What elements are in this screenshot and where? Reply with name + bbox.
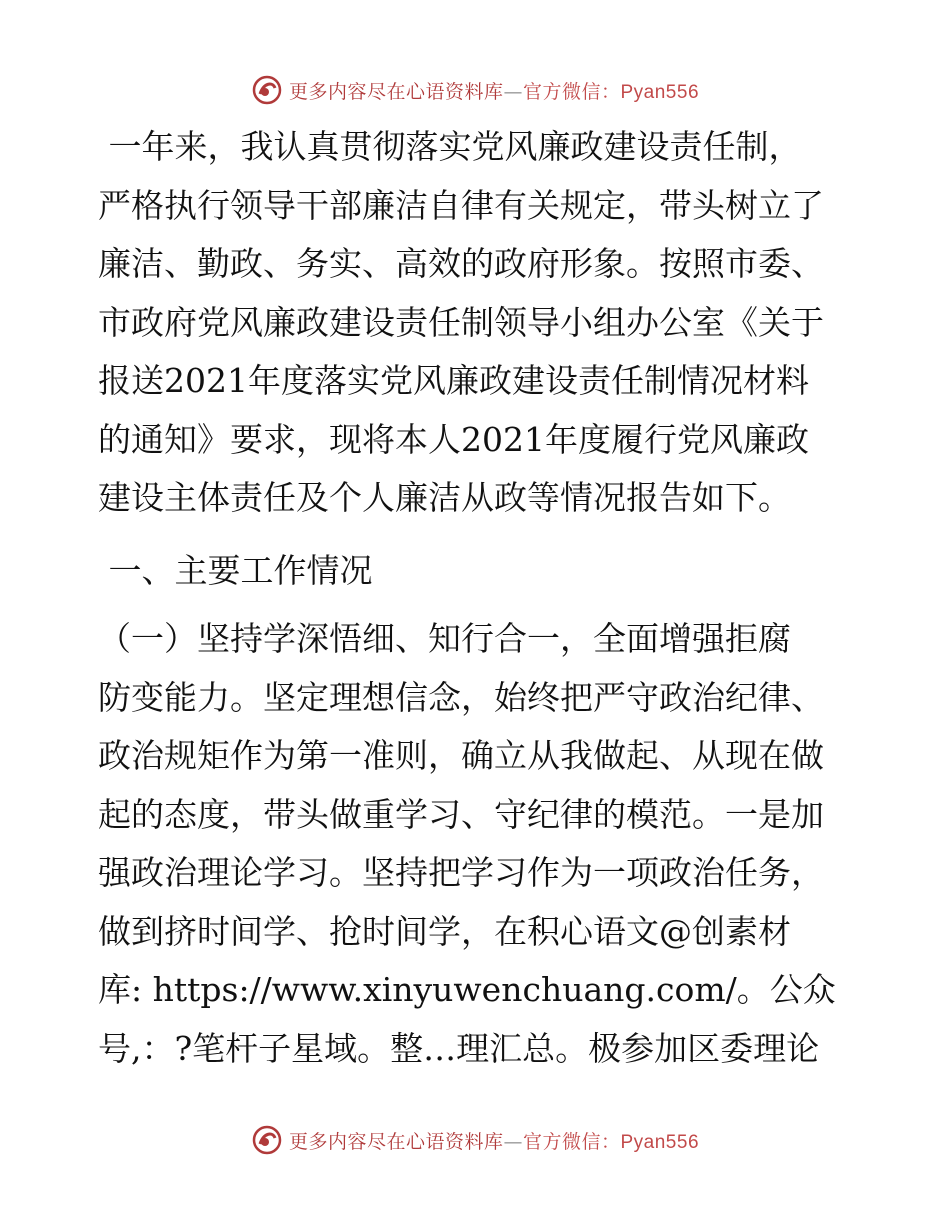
watermark-wechat-label: 官方微信： (522, 1130, 621, 1153)
logo-icon (251, 74, 283, 106)
watermark-wechat-id: Pyan556 (620, 81, 700, 103)
paragraph-line: 做到挤时间学、抢时间学，在积心语文@创素材 (98, 911, 791, 951)
paragraph-line: 政治规矩作为第一准则，确立从我做起、从现在做 (98, 736, 824, 775)
watermark-text (289, 77, 699, 104)
paragraph-line: （一）坚持学深悟细、知行合一，全面增强拒腐 (98, 619, 791, 658)
paragraph-line: 廉洁、勤政、务实、高效的政府形象。按照市委、 (98, 244, 824, 283)
watermark-wechat-id: Pyan556 (620, 1131, 700, 1153)
paragraph-line: 严格执行领导干部廉洁自律有关规定，带头树立了 (98, 185, 824, 225)
watermark-separator: — (503, 80, 523, 103)
paragraph-line: 号,：?笔杆子星域。整…理汇总。极参加区委理论 (98, 1028, 820, 1068)
document-body (98, 118, 858, 1078)
paragraph-line: 库: https://www.xinyuwenchuang.com/。公众 (98, 970, 836, 1009)
paragraph-line: 市政府党风廉政建设责任制领导小组办公室《关于 (98, 302, 824, 342)
watermark-separator: — (503, 1130, 523, 1153)
section-heading: 一、主要工作情况 (98, 550, 373, 590)
header-watermark (0, 70, 950, 110)
footer-watermark (0, 1120, 950, 1160)
paragraph-line: 防变能力。坚定理想信念，始终把严守政治纪律、 (98, 677, 824, 717)
paragraph-line: 强政治理论学习。坚持把学习作为一项政治任务， (98, 853, 824, 892)
logo-icon (251, 1124, 283, 1156)
paragraph-line: 建设主体责任及个人廉洁从政等情况报告如下。 (98, 478, 791, 517)
paragraph-line: 起的态度，带头做重学习、守纪律的模范。一是加 (98, 794, 824, 834)
paragraph-line: 一年来，我认真贯彻落实党风廉政建设责任制， (98, 127, 802, 166)
watermark-site-name: 更多内容尽在心语资料库 (288, 1130, 504, 1153)
watermark-site-name: 更多内容尽在心语资料库 (288, 80, 504, 103)
paragraph-line: 报送2021年度落实党风廉政建设责任制情况材料 (98, 361, 809, 400)
watermark-text (289, 1127, 699, 1154)
paragraph-line: 的通知》要求，现将本人2021年度履行党风廉政 (98, 419, 809, 459)
watermark-wechat-label: 官方微信： (522, 80, 621, 103)
